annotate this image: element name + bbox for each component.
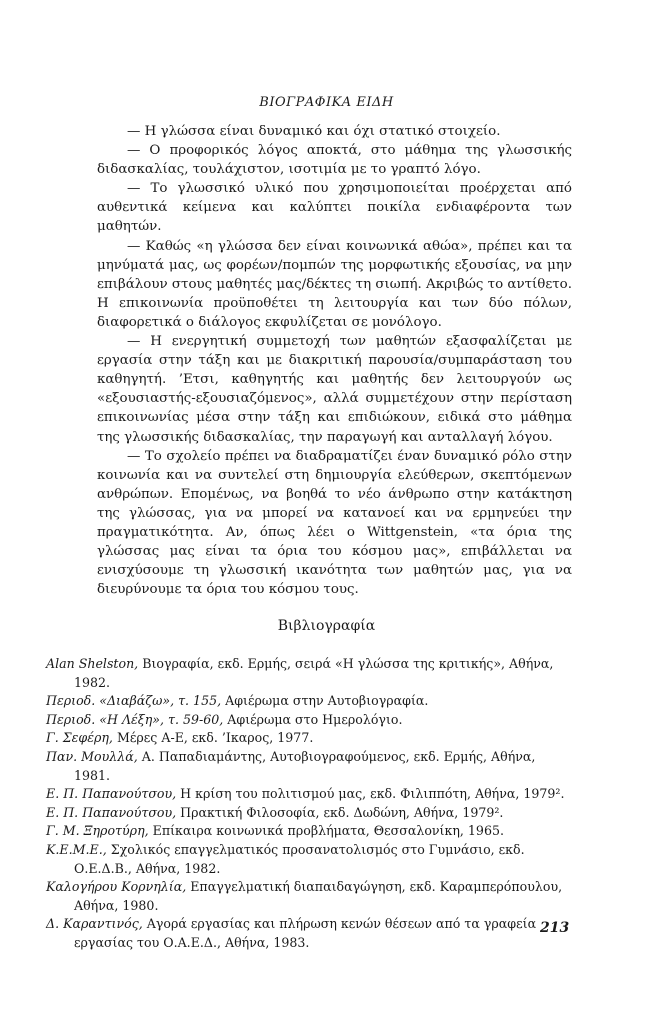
entry-details: Επίκαιρα κοινωνικά προβλήματα, Θεσσαλονίκη, 1965.: [148, 823, 504, 839]
paragraph: — Η ενεργητική συμμετοχή των μαθητών εξασφαλίζεται με εργασία στην τάξη και με διακριτική παρουσία/συμπαράσταση του καθηγητή. ’Ετσι, καθηγητής και μαθητής δεν λειτουργούν ως «εξουσιαστής-εξουσιαζόμενος», αλλά συμμετέχουν στην περίσταση επικοινωνίας μέσα στην τάξη και επιδιώκουν, ειδικά στο μάθημα της γλωσσικής διδασκαλίας, την παραγωγή και ανταλλαγή λόγου.: [97, 334, 572, 445]
paragraph: — Το σχολείο πρέπει να διαδραματίζει έναν δυναμικό ρόλο στην κοινωνία και να συντελεί στη δημιουργία ελεύθερων, σκεπτόμενων ανθρώπων. Επομένως, να βοηθά το νέο άνθρωπο στην κατάκτηση της γλώσσας, για να μπορεί να κατανοεί και να ερμηνεύει την πραγματικότητα. Αν, όπως λέει ο Wittgenstein, «τα όρια της γλώσσας μας είναι τα όρια του κόσμου μας», επιβάλλεται να ενισχύσουμε τη γλωσσική ικανότητα των μαθητών μας, για να διευρύνουμε τα όρια του κόσμου τους.: [97, 448, 572, 598]
bibliography-list: [46, 655, 574, 953]
entry-details: Αφιέρωμα στο Ημερολόγιο.: [223, 711, 403, 727]
paragraph: — Η γλώσσα είναι δυναμικό και όχι στατικό στοιχείο.: [127, 124, 501, 139]
entry-author: Ε. Π. Παπανούτσου,: [46, 786, 177, 802]
bibliography-entry: [46, 915, 574, 952]
entry-details: Πρακτική Φιλοσοφία, εκδ. Δωδώνη, Αθήνα, 1979².: [176, 804, 504, 820]
bibliography-entry: [46, 841, 574, 878]
paragraph: — Το γλωσσικό υλικό που χρησιμοποιείται προέρχεται από αυθεντικά κείμενα και καλύπτει ποικίλα ενδιαφέροντα των μαθητών.: [97, 181, 572, 235]
running-head: ΒΙΟΓΡΑΦΙΚΑ ΕΙΔΗ: [259, 95, 394, 110]
body-text: [97, 122, 572, 599]
entry-author: Alan Shelston,: [46, 656, 139, 671]
bibliography-entry: [46, 729, 574, 748]
entry-details: Βιογραφία, εκδ. Ερμής, σειρά «Η γλώσσα της κριτικής», Αθήνα, 1982.: [74, 656, 554, 690]
bibliography-entry: [46, 692, 574, 711]
bibliography-entry: [46, 655, 574, 692]
bibliography-entry: [46, 711, 574, 730]
bibliography-entry: [46, 878, 574, 915]
paragraph: — Ο προφορικός λόγος αποκτά, στο μάθημα της γλωσσικής διδασκαλίας, τουλάχιστον, ισοτιμία με το γραπτό λόγο.: [97, 143, 572, 178]
bibliography-entry: [46, 804, 574, 823]
bibliography-heading: Βιβλιογραφία: [277, 618, 376, 634]
entry-details: Α. Παπαδιαμάντης, Αυτοβιογραφούμενος, εκδ. Ερμής, Αθήνα, 1981.: [74, 748, 536, 783]
entry-details: Αφιέρωμα στην Αυτοβιογραφία.: [221, 693, 429, 709]
entry-details: Επαγγελματική διαπαιδαγώγηση, εκδ. Καραμπερόπουλου, Αθήνα, 1980.: [74, 879, 563, 913]
entry-author: Γ. Σεφέρη,: [46, 730, 113, 746]
entry-author: Ε. Π. Παπανούτσου,: [46, 804, 177, 820]
entry-details: Σχολικός επαγγελματικός προσανατολισμός στο Γυμνάσιο, εκδ. Ο.Ε.Δ.Β., Αθήνα, 1982.: [74, 841, 525, 876]
paragraph: — Καθώς «η γλώσσα δεν είναι κοινωνικά αθώα», πρέπει και τα μηνύματά μας, ως φορέων/πομπών της μορφωτικής εξουσίας, να μην επιβάλουν στους μαθητές μας/δέκτες τη σιωπή. Ακριβώς το αντίθετο. Η επικοινωνία προϋποθέτει τη λειτουργία και των δύο πόλων, διαφορετικά ο διάλογος εκφυλίζεται σε μονόλογο.: [97, 238, 572, 330]
entry-author: Περιοδ. «Η Λέξη», τ. 59-60,: [46, 711, 224, 727]
entry-details: Η κρίση του πολιτισμού μας, εκδ. Φιλιππότη, Αθήνα, 1979².: [176, 786, 565, 802]
entry-author: Κ.Ε.Μ.Ε.,: [46, 841, 107, 857]
entry-author: Περιοδ. «Διαβάζω», τ. 155,: [46, 693, 222, 709]
entry-details: Αγορά εργασίας και πλήρωση κενών θέσεων από τα γραφεία εργασίας του Ο.Α.Ε.Δ., Αθήνα, 1983.: [74, 916, 537, 950]
bibliography-entry: [46, 785, 574, 804]
page-number: 213: [540, 920, 570, 936]
entry-details: Μέρες Α-Ε, εκδ. ’Ικαρος, 1977.: [112, 730, 314, 746]
entry-author: Παν. Μουλλά,: [46, 748, 138, 764]
bibliography-entry: [46, 748, 574, 785]
entry-author: Καλογήρου Κορνηλία,: [46, 879, 187, 895]
entry-author: Δ. Καραντινός,: [46, 916, 143, 932]
entry-author: Γ. Μ. Ξηροτύρη,: [46, 823, 149, 839]
bibliography-entry: [46, 822, 574, 841]
